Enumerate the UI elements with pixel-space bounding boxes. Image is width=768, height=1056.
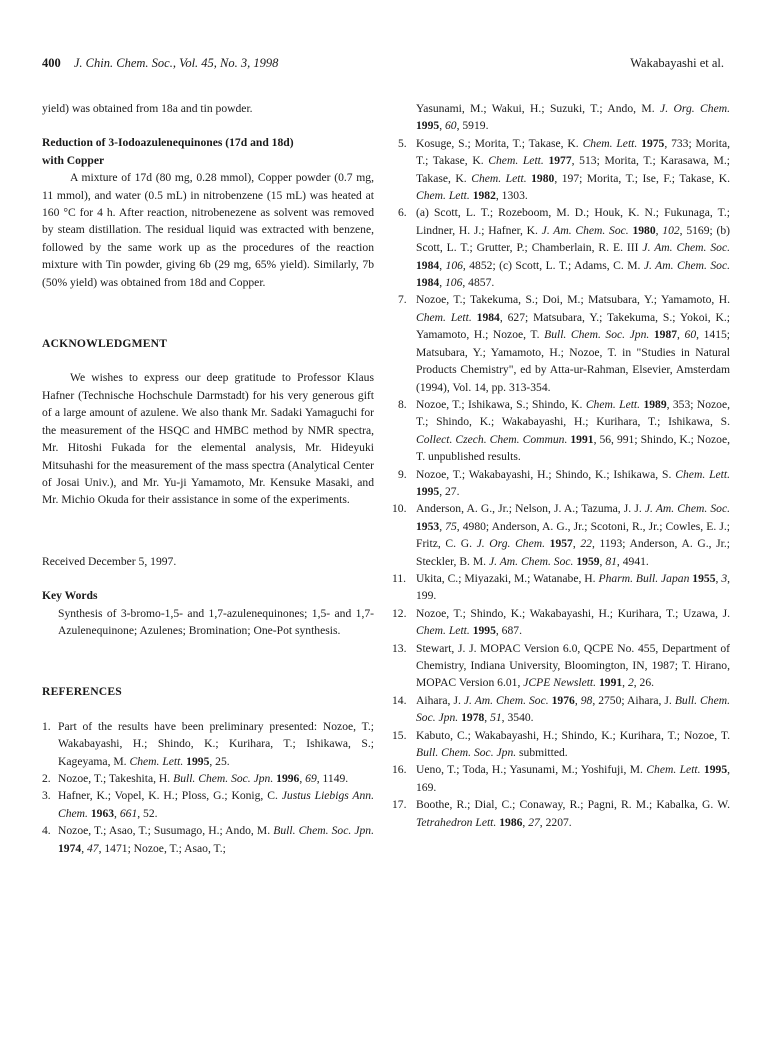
continuation-text: yield) was obtained from 18a and tin powder. xyxy=(42,102,253,115)
reference-item: 11. Ukita, C.; Miyazaki, M.; Watanabe, H. Pharm. Bull. Japan 1955, 3, 199. xyxy=(392,571,731,603)
reference-item: 3. Hafner, K.; Vopel, K. H.; Ploss, G.; Konig, C. Justus Liebigs Ann. Chem. 1963, 661, 52. xyxy=(42,789,375,820)
reference-item: 14. Aihara, J. J. Am. Chem. Soc. 1976, 98, 2750; Aihara, J. Bull. Chem. Soc. Jpn. 1978, 51, 3540. xyxy=(392,693,730,725)
reference-item: 12. Nozoe, T.; Shindo, K.; Wakabayashi, H.; Kurihara, T.; Uzawa, J. Chem. Lett. 1995, 687. xyxy=(392,606,730,638)
reference-list-right xyxy=(392,100,731,831)
keywords-heading: Key Words xyxy=(42,589,98,603)
reference-item: 17. Boothe, R.; Dial, C.; Conaway, R.; Pagni, R. M.; Kabalka, G. W. Tetrahedron Lett. 1986, 27, 2207. xyxy=(392,798,730,829)
page-number: 400 xyxy=(42,56,61,70)
reference-item: 5. Kosuge, S.; Morita, T.; Takase, K. Chem. Lett. 1975, 733; Morita, T.; Takase, K. Chem. Lett. 1977, 513; Morita, T.; Karasawa, M.; Takase, K. Chem. Lett. 1980, 197; Morita, T.; Ise, F.; Takase, K. Chem. Lett. 1982, 1303. xyxy=(398,136,731,203)
reference-item: 1. Part of the results have been preliminary presented: Nozoe, T.; Wakabayashi, H.; Shindo, K.; Kurihara, T.; Ishikawa, S.; Kageyama, M. Chem. Lett. 1995, 25. xyxy=(42,719,374,768)
journal-citation: J. Chin. Chem. Soc., Vol. 45, No. 3, 1998 xyxy=(73,56,279,70)
running-authors: Wakabayashi et al. xyxy=(630,56,724,70)
reference-list-left xyxy=(42,718,374,857)
reference-item: 9. Nozoe, T.; Wakabayashi, H.; Shindo, K.; Ishikawa, S. Chem. Lett. 1995, 27. xyxy=(398,467,731,498)
reference-item: 16. Ueno, T.; Toda, H.; Yasunami, M.; Yoshifuji, M. Chem. Lett. 1995, 169. xyxy=(392,763,731,794)
section-title xyxy=(42,134,374,169)
reference-item: 6. (a) Scott, L. T.; Rozeboom, M. D.; Houk, K. N.; Fukunaga, T.; Lindner, H. J.; Hafner, K. J. Am. Chem. Soc. 1980, 102, 5169; (b) Scott, L. T.; Grutter, P.; Chamberlain, R. E. III J. Am. Chem. Soc. 1984, 106, 4852; (c) Scott, L. T.; Adams, C. M. J. Am. Chem. Soc. 1984, 106, 4857. xyxy=(398,206,730,290)
references-heading: REFERENCES xyxy=(42,685,122,699)
reference-item: 7. Nozoe, T.; Takekuma, S.; Doi, M.; Matsubara, Y.; Yamamoto, H. Chem. Lett. 1984, 627; Matsubara, Y.; Takekuma, S.; Yokoi, K.; Yamamoto, H.; Nozoe, T. Bull. Chem. Soc. Jpn. 1987, 60, 1415; Matsubara, Y.; Yamamoto, H.; Nozoe, T. in "Studies in Natural Products Chemistry", ed by Atta-ur-Rahman, Elsevier, Amsterdam (1994), Vol. 14, pp. 313-354. xyxy=(398,293,731,394)
reference-item: 10. Anderson, A. G., Jr.; Nelson, J. A.; Tazuma, J. J. J. Am. Chem. Soc. 1953, 75, 4980; Anderson, A. G., Jr.; Scotoni, R., Jr.; Cowles, E. J.; Fritz, C. G. J. Org. Chem. 1957, 22, 1193; Anderson, A. G., Jr.; Steckler, B. M. J. Am. Chem. Soc. 1959, 81, 4941. xyxy=(392,502,731,568)
section-title-line2: with Copper xyxy=(42,153,105,167)
reference-item: 8. Nozoe, T.; Ishikawa, S.; Shindo, K. Chem. Lett. 1989, 353; Nozoe, T.; Shindo, K.; Wakabayashi, H.; Kurihara, T.; Ishikawa, S. Collect. Czech. Chem. Commun. 1991, 56, 991; Shindo, K.; Nozoe, T. unpublished results. xyxy=(398,397,731,464)
keywords-body: Synthesis of 3-bromo-1,5- and 1,7-azulenequinones; 1,5- and 1,7-Azulenequinone; Azulenes; Bromination; One-Pot synthesis. xyxy=(58,606,374,637)
received-date: Received December 5, 1997. xyxy=(42,554,177,568)
reference-item-continued: Yasunami, M.; Wakui, H.; Suzuki, T.; Ando, M. J. Org. Chem. 1995, 60, 5919. xyxy=(416,102,730,133)
running-head xyxy=(42,56,724,76)
reference-item: 4. Nozoe, T.; Asao, T.; Susumago, H.; Ando, M. Bull. Chem. Soc. Jpn. 1974, 47, 1471; Nozoe, T.; Asao, T.; xyxy=(42,824,374,855)
acknowledgment-body: We wishes to express our deep gratitude to Professor Klaus Hafner (Technische Hochschule Darmstadt) for his very generous gift of a large amount of azulene. We also thank Mr. Sadaki Yamaguchi for the measurement of the HSQC and HMBC method by NMR spectra, Mr. Hitoshi Fukada for the elemental analysis, Mr. Hideyuki Mitsuhashi for the measurement of the mass spectra (Analytical Center of Josai Univ.), and Mr. Yu-ji Yamamoto, Mr. Kensuke Masaki, and Mr. Michio Okuda for their assistance in some of the experiments. xyxy=(42,371,374,507)
section-body: A mixture of 17d (80 mg, 0.28 mmol), Copper powder (0.7 mg, 11 mmol), and water (0.5 mL) in nitrobenzene (15 mL) was heated at 160 °C for 4 h. After reaction, nitrobenezene as solvent was removed by steam distillation. The residual liquid was extracted with benzene, followed by the same work up as the procedures of the reaction mixture with Tin powder, giving 6b (29 mg, 65% yield). Similarly, 7b (50% yield) was obtained from 18d and Copper. xyxy=(42,171,374,289)
reference-item: 2. Nozoe, T.; Takeshita, H. Bull. Chem. Soc. Jpn. 1996, 69, 1149. xyxy=(42,771,349,785)
acknowledgment-heading: ACKNOWLEDGMENT xyxy=(42,337,168,351)
right-column xyxy=(392,100,731,831)
left-column xyxy=(42,100,374,857)
reference-item: 15. Kabuto, C.; Wakabayashi, H.; Shindo, K.; Kurihara, T.; Nozoe, T. Bull. Chem. Soc. Jpn. submitted. xyxy=(392,728,730,760)
section-title-line1: Reduction of 3-Iodoazulenequinones (17d and 18d) xyxy=(42,136,294,150)
reference-item: 13. Stewart, J. J. MOPAC Version 6.0, QCPE No. 455, Department of Chemistry, Indiana University, Bloomington, IN, 1987; T. Hirano, MOPAC Version 6.01, JCPE Newslett. 1991, 2, 26. xyxy=(392,641,730,690)
